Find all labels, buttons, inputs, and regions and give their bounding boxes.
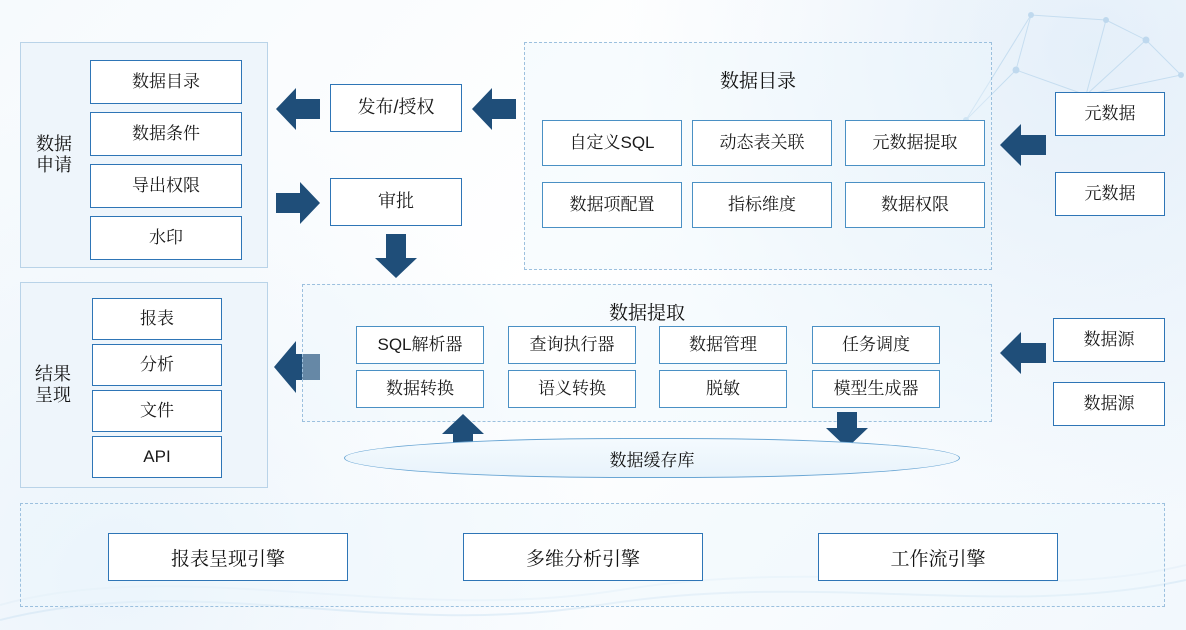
extract-item-7[interactable]: 模型生成器 xyxy=(812,370,940,408)
extract-item-0[interactable]: SQL解析器 xyxy=(356,326,484,364)
data-source-0[interactable]: 数据源 xyxy=(1053,318,1165,362)
data-cache-store[interactable]: 数据缓存库 xyxy=(344,438,960,478)
apply-item-3[interactable]: 水印 xyxy=(90,216,242,260)
extract-item-3[interactable]: 任务调度 xyxy=(812,326,940,364)
catalog-item-1[interactable]: 动态表关联 xyxy=(692,120,832,166)
arrow-apply-to-approval-right-icon xyxy=(276,180,320,226)
catalog-item-2[interactable]: 元数据提取 xyxy=(845,120,985,166)
flow-box-approval[interactable]: 审批 xyxy=(330,178,462,226)
extract-item-5[interactable]: 语义转换 xyxy=(508,370,636,408)
catalog-item-0[interactable]: 自定义SQL xyxy=(542,120,682,166)
catalog-item-4[interactable]: 指标维度 xyxy=(692,182,832,228)
result-item-3[interactable]: API xyxy=(92,436,222,478)
apply-panel-label: 数据申请 xyxy=(36,134,72,175)
result-item-1[interactable]: 分析 xyxy=(92,344,222,386)
data-source-1[interactable]: 数据源 xyxy=(1053,382,1165,426)
apply-item-2[interactable]: 导出权限 xyxy=(90,164,242,208)
catalog-panel-title: 数据目录 xyxy=(719,71,796,92)
engine-0[interactable]: 报表呈现引擎 xyxy=(108,533,348,581)
engine-1[interactable]: 多维分析引擎 xyxy=(463,533,703,581)
result-item-2[interactable]: 文件 xyxy=(92,390,222,432)
engine-2[interactable]: 工作流引擎 xyxy=(818,533,1058,581)
extract-item-2[interactable]: 数据管理 xyxy=(659,326,787,364)
metadata-source-0[interactable]: 元数据 xyxy=(1055,92,1165,136)
catalog-item-3[interactable]: 数据项配置 xyxy=(542,182,682,228)
arrow-catalog-to-publish-left-icon xyxy=(472,86,516,132)
metadata-source-1[interactable]: 元数据 xyxy=(1055,172,1165,216)
arrow-approval-down-icon xyxy=(373,234,419,278)
flow-box-publish[interactable]: 发布/授权 xyxy=(330,84,462,132)
arrow-datasource-to-extract-icon xyxy=(1000,330,1046,376)
apply-item-1[interactable]: 数据条件 xyxy=(90,112,242,156)
arrow-metadata-to-catalog-icon xyxy=(1000,122,1046,168)
extract-item-6[interactable]: 脱敏 xyxy=(659,370,787,408)
extract-item-1[interactable]: 查询执行器 xyxy=(508,326,636,364)
result-item-0[interactable]: 报表 xyxy=(92,298,222,340)
apply-item-0[interactable]: 数据目录 xyxy=(90,60,242,104)
arrow-publish-to-apply-left-icon xyxy=(276,86,320,132)
extract-panel-title: 数据提取 xyxy=(608,303,685,324)
extract-item-4[interactable]: 数据转换 xyxy=(356,370,484,408)
catalog-item-5[interactable]: 数据权限 xyxy=(845,182,985,228)
result-panel-label: 结果呈现 xyxy=(35,364,71,405)
